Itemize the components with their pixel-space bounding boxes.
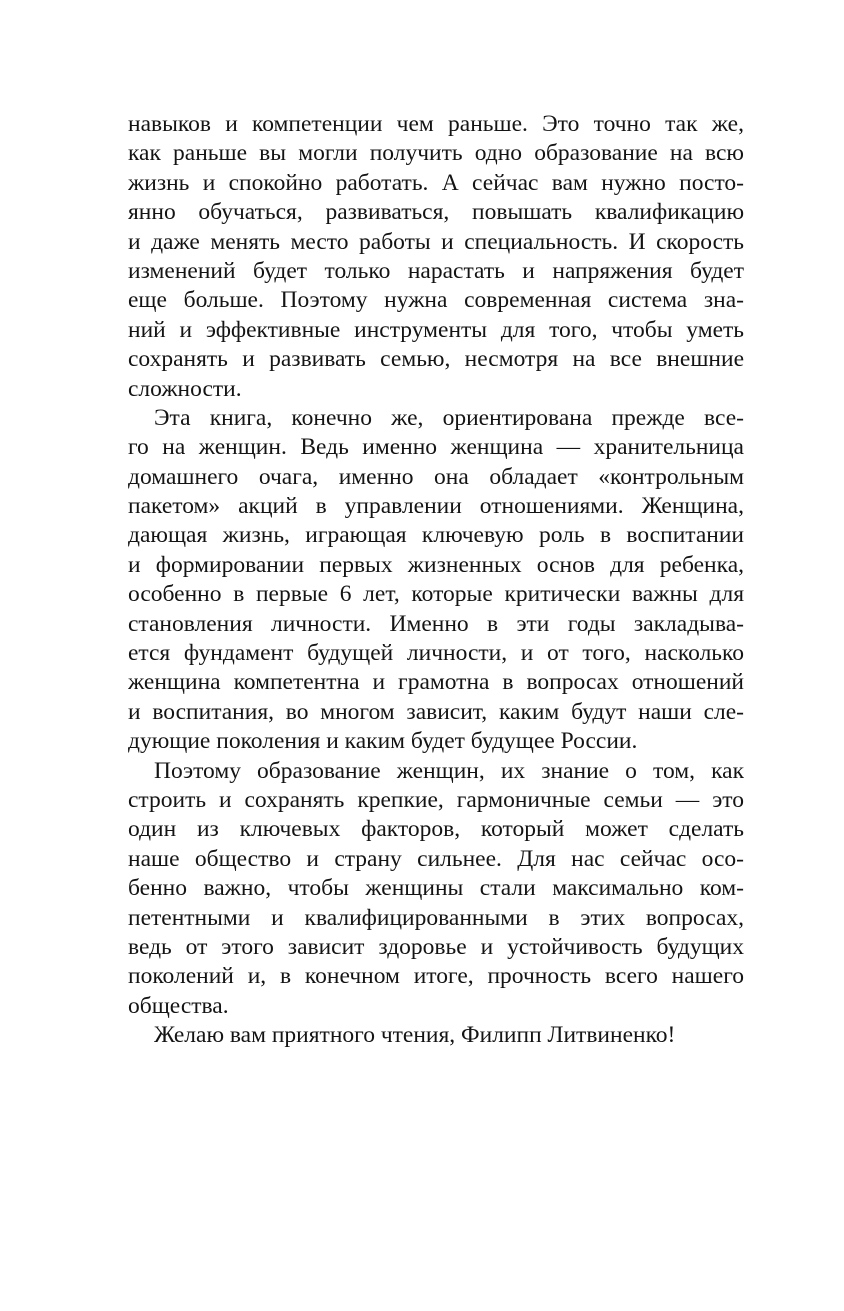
text-line: дающая жизнь, играющая ключевую роль в воспитании xyxy=(128,522,744,549)
text-line: общества. xyxy=(128,992,229,1019)
text-line: изменений будет только нарастать и напряжения будет xyxy=(128,257,744,284)
text-line: го на женщин. Ведь именно женщина — хранительница xyxy=(128,434,744,461)
text-line: наше общество и страну сильнее. Для нас сейчас осо- xyxy=(128,845,744,872)
text-line: янно обучаться, развиваться, повышать квалификацию xyxy=(128,199,744,226)
text-line: поколений и, в конечном итоге, прочность всего нашего xyxy=(128,963,744,990)
text-line: еще больше. Поэтому нужна современная система зна- xyxy=(128,287,744,314)
paragraph xyxy=(128,757,744,1022)
text-line: навыков и компетенции чем раньше. Это точно так же, xyxy=(128,111,744,137)
text-line: женщина компетентна и грамотна в вопросах отношений xyxy=(128,669,744,696)
text-line: дующие поколения и каким будет будущее России. xyxy=(128,728,638,755)
paragraph xyxy=(128,1021,744,1050)
text-line: становления личности. Именно в эти годы закладыва- xyxy=(128,610,744,637)
text-line: петентными и квалифицированными в этих вопросах, xyxy=(128,904,744,931)
text-line: сложности. xyxy=(128,375,242,402)
text-line: сохранять и развивать семью, несмотря на все внешние xyxy=(128,346,744,373)
text-line: и формировании первых жизненных основ для ребенка, xyxy=(128,551,744,578)
text-line: один из ключевых факторов, который может сделать xyxy=(128,816,744,843)
text-line: пакетом» акций в управлении отношениями. Женщина, xyxy=(128,493,744,520)
text-line: особенно в первые 6 лет, которые критически важны для xyxy=(128,581,744,608)
paragraph xyxy=(128,404,744,757)
text-line: как раньше вы могли получить одно образование на всю xyxy=(128,140,744,167)
text-line: домашнего очага, именно она обладает «контрольным xyxy=(128,463,744,490)
text-block xyxy=(128,110,744,1051)
text-line: ний и эффективные инструменты для того, чтобы уметь xyxy=(128,316,744,343)
text-line: ведь от этого зависит здоровье и устойчивость будущих xyxy=(128,933,744,960)
text-line: строить и сохранять крепкие, гармоничные семьи — это xyxy=(128,786,744,813)
text-line: Желаю вам приятного чтения, Филипп Литвиненко! xyxy=(154,1022,676,1049)
text-line: ется фундамент будущей личности, и от того, насколько xyxy=(128,640,744,667)
text-line: жизнь и спокойно работать. А сейчас вам нужно посто- xyxy=(128,169,744,196)
text-line: бенно важно, чтобы женщины стали максимально ком- xyxy=(128,875,744,902)
text-line: и даже менять место работы и специальность. И скорость xyxy=(128,228,744,255)
text-line: и воспитания, во многом зависит, каким будут наши сле- xyxy=(128,698,744,725)
text-line: Поэтому образование женщин, их знание о том, как xyxy=(154,757,744,784)
paragraph xyxy=(128,110,744,404)
text-line: Эта книга, конечно же, ориентирована прежде все- xyxy=(154,404,744,431)
